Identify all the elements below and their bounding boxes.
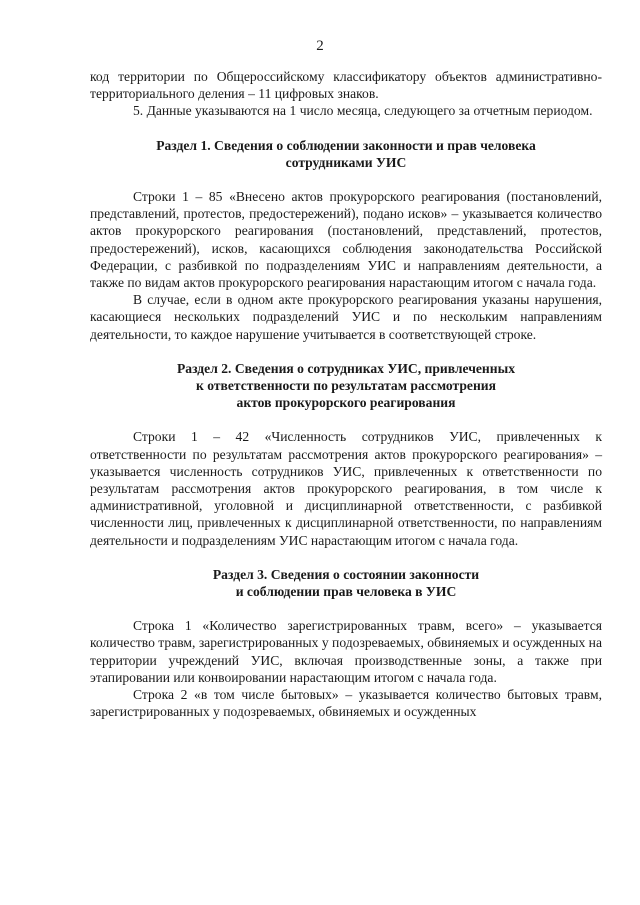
section-3-heading-line-2: и соблюдении прав человека в УИС <box>235 584 457 600</box>
section-2-heading-line-3: актов прокурорского реагирования <box>236 395 456 411</box>
section-2-heading <box>90 360 602 412</box>
document-body <box>90 68 602 721</box>
section-2-paragraph-1: Строки 1 – 42 «Численность сотрудников УИС, привлеченных к ответственности по результатам рассмотрения актов прокурорского реагирования» – указывается численность сотрудников УИС, привлеченных к ответственности по результатам рассмотрения актов прокурорского реагирования, в том числе к административной, уголовной и дисциплинарной ответственности, с разбивкой численности лиц, привлеченных к дисциплинарной ответственности, по направлениям деятельности и подразделениям УИС нарастающим итогом с начала года. <box>90 429 602 548</box>
section-1-paragraph-1: Строки 1 – 85 «Внесено актов прокурорского реагирования (постановлений, представлений, протестов, предостережений), подано исков» – указывается количество актов прокурорского реагирования (постановлений, представлений, протестов, предостережений), исков, касающихся соблюдения законодательства Российской Федерации, с разбивкой по подразделениям УИС и направлениям деятельности, а также по видам актов прокурорского реагирования нарастающим итогом с начала года. <box>90 189 602 291</box>
section-3-paragraph-1: Строка 1 «Количество зарегистрированных травм, всего» – указывается количество травм, зарегистрированных у подозреваемых, обвиняемых и осужденных на территории учреждений УИС, включая производственные зоны, а также при этапировании или конвоировании нарастающим итогом с начала года. <box>90 618 602 685</box>
intro-paragraph-continuation: код территории по Общероссийскому классификатору объектов административно-территориального деления – 11 цифровых знаков. <box>90 69 602 102</box>
section-3-heading <box>90 566 602 600</box>
section-1-heading <box>90 137 602 171</box>
page-number: 2 <box>316 38 324 54</box>
section-1-heading-line-1: Раздел 1. Сведения о соблюдении законности и прав человека <box>156 137 536 153</box>
intro-paragraph-5: 5. Данные указываются на 1 число месяца, следующего за отчетным периодом. <box>133 103 593 119</box>
section-3-heading-line-1: Раздел 3. Сведения о состоянии законности <box>212 566 480 582</box>
section-1-heading-line-2: сотрудниками УИС <box>285 154 407 170</box>
section-1-paragraph-2: В случае, если в одном акте прокурорского реагирования указаны нарушения, касающиеся нескольких подразделений УИС и по нескольким направлениям деятельности, то каждое нарушение учитывается в соответствующей строке. <box>90 292 602 342</box>
section-3-paragraph-2: Строка 2 «в том числе бытовых» – указывается количество бытовых травм, зарегистрированных у подозреваемых, обвиняемых и осужденных <box>90 687 602 720</box>
section-2-heading-line-2: к ответственности по результатам рассмотрения <box>196 378 496 394</box>
section-2-heading-line-1: Раздел 2. Сведения о сотрудниках УИС, привлеченных <box>176 360 515 376</box>
